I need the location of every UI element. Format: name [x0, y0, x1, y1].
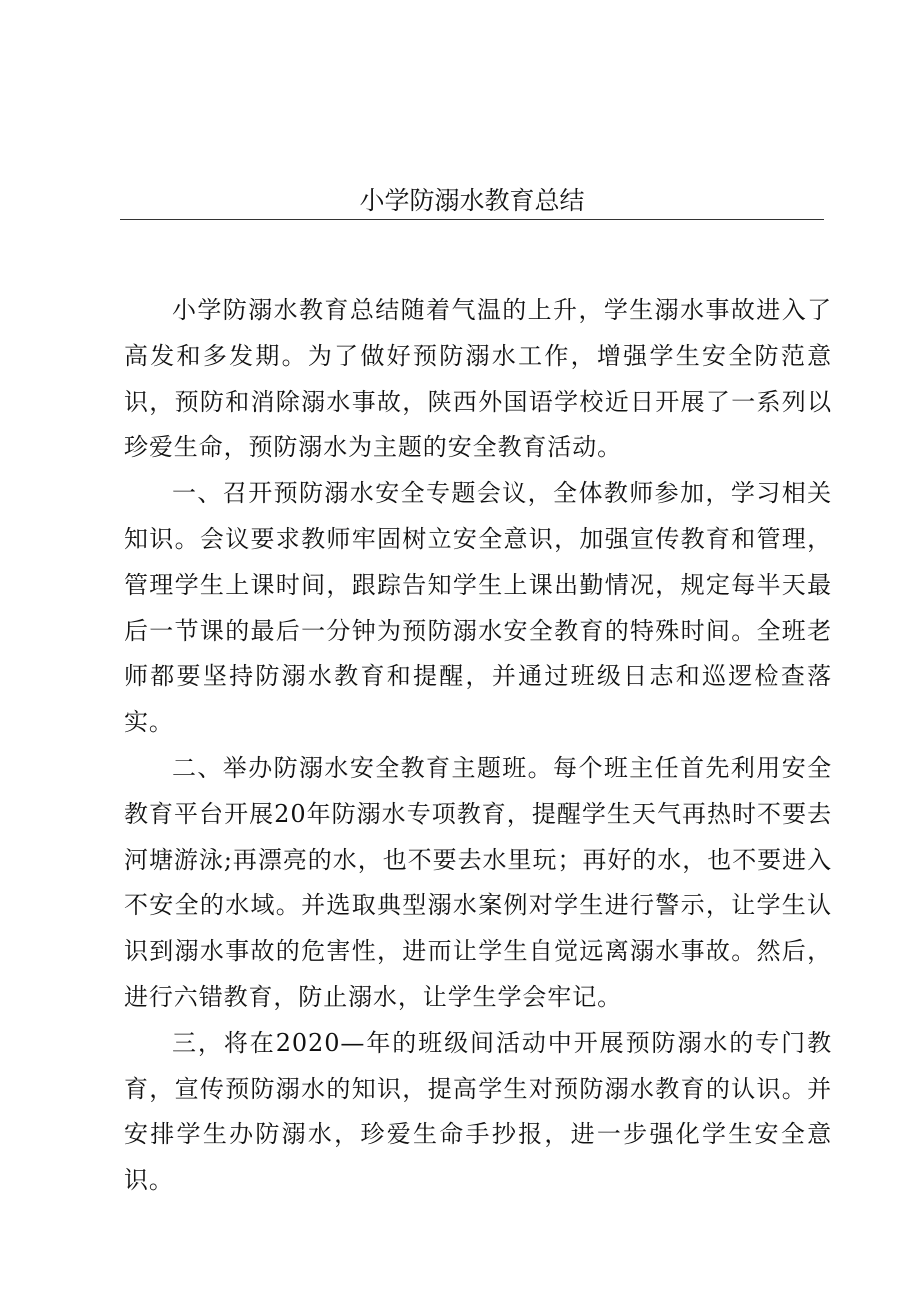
paragraph-section-3: 三，将在2020—年的班级间活动中开展预防溺水的专门教育，宣传预防溺水的知识，提高学生对预防溺水教育的认识。并安排学生办防溺水，珍爱生命手抄报，进一步强化学生安全意识。 — [124, 1028, 832, 1195]
title-underline — [120, 219, 824, 220]
paragraph-section-1: 一、召开预防溺水安全专题会议，全体教师参加，学习相关知识。会议要求教师牢固树立安全意识，加强宣传教育和管理，管理学生上课时间，跟踪告知学生上课出勤情况，规定每半天最后一节课的最后一分钟为预防溺水安全教育的特殊时间。全班老师都要坚持防溺水教育和提醒，并通过班级日志和巡逻检查落实。 — [124, 479, 832, 737]
paragraph-intro: 小学防溺水教育总结随着气温的上升，学生溺水事故进入了高发和多发期。为了做好预防溺水工作，增强学生安全防范意识，预防和消除溺水事故，陕西外国语学校近日开展了一系列以珍爱生命，预防溺水为主题的安全教育活动。 — [124, 296, 832, 462]
document-title: 小学防溺水教育总结 — [359, 186, 585, 215]
paragraph-section-2: 二、举办防溺水安全教育主题班。每个班主任首先利用安全教育平台开展20年防溺水专项教育，提醒学生天气再热时不要去河塘游泳;再漂亮的水，也不要去水里玩；再好的水，也不要进入不安全的水域。并选取典型溺水案例对学生进行警示，让学生认识到溺水事故的危害性，进而让学生自觉远离溺水事故。然后，进行六错教育，防止溺水，让学生学会牢记。 — [124, 753, 832, 1011]
document-body — [124, 288, 832, 1204]
